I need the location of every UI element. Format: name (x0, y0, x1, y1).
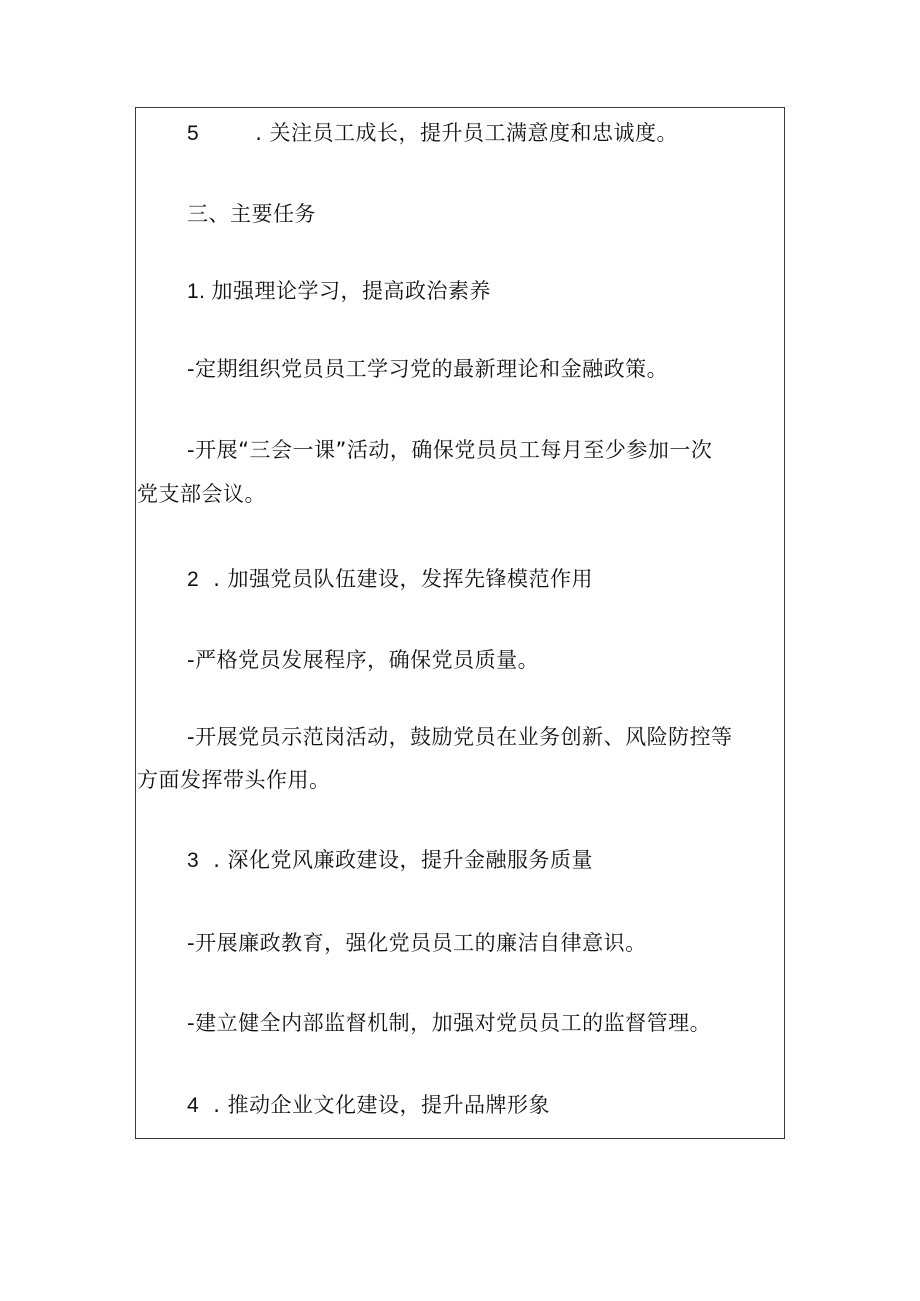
task-number: 4 (187, 1094, 200, 1117)
task-title: . 推动企业文化建设，提升品牌形象 (213, 1093, 551, 1117)
task-number: 3 (187, 849, 200, 872)
task-1-bullet-1: -定期组织党员员工学习党的最新理论和金融政策。 (187, 357, 669, 381)
task-heading-1 (187, 279, 491, 304)
task-1-bullet-2-line-2: 党支部会议。 (137, 482, 266, 506)
task-number: 2 (187, 568, 200, 591)
task-title: . 加强党员队伍建设，发挥先锋模范作用 (213, 567, 594, 591)
task-heading-3 (187, 848, 593, 873)
task-heading-4 (187, 1093, 550, 1118)
task-2-bullet-2-line-1: -开展党员示范岗活动，鼓励党员在业务创新、风险防控等 (187, 725, 733, 749)
task-3-bullet-1: -开展廉政教育，强化党员员工的廉洁自律意识。 (187, 931, 647, 955)
task-2-bullet-1: -严格党员发展程序，确保党员质量。 (187, 648, 540, 672)
list-number: 5 (187, 122, 200, 145)
task-1-bullet-2-line-1: -开展“三会一课”活动，确保党员员工每月至少参加一次 (187, 438, 713, 462)
task-number: 1. (187, 280, 206, 303)
task-title: . 深化党风廉政建设，提升金融服务质量 (213, 848, 594, 872)
task-title: 加强理论学习，提高政治素养 (211, 279, 492, 303)
list-text: . 关注员工成长，提升员工满意度和忠诚度。 (255, 121, 679, 145)
section-heading: 三、主要任务 (187, 202, 316, 226)
list-item-5 (187, 121, 678, 146)
document-frame (135, 107, 785, 1139)
task-3-bullet-2: -建立健全内部监督机制，加强对党员员工的监督管理。 (187, 1011, 712, 1035)
task-heading-2 (187, 567, 593, 592)
task-2-bullet-2-line-2: 方面发挥带头作用。 (137, 768, 331, 792)
